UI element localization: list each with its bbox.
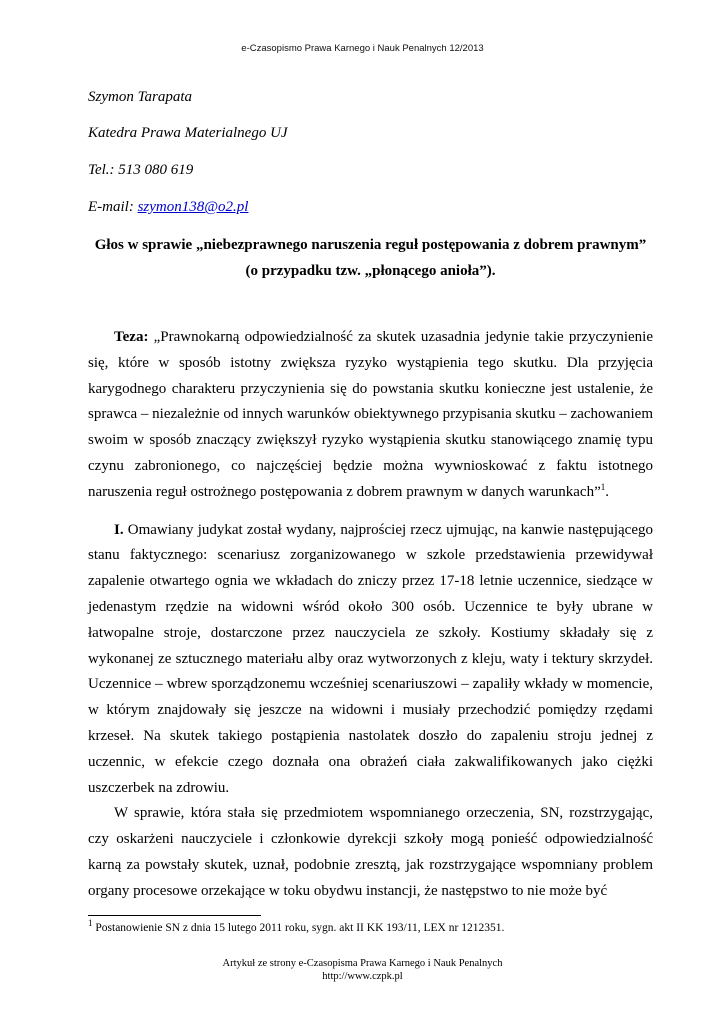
- footnote-number: 1: [88, 918, 93, 929]
- footnote-text: Postanowienie SN z dnia 15 lutego 2011 roku, sygn. akt II KK 193/11, LEX nr 1212351.: [92, 922, 505, 934]
- footer-line-1: Artykuł ze strony e-Czasopisma Prawa Karnego i Nauk Penalnych: [222, 958, 503, 969]
- footnote-ref[interactable]: 1: [600, 481, 606, 492]
- email-label: E-mail:: [88, 199, 138, 215]
- thesis-text: „Prawnokarną odpowiedzialność za skutek uzasadnia jedynie takie przyczynienie się, które w sposób istotny zwiększa ryzyko wystąpienia tego skutku. Dla przyjęcia karygodnego charakteru przyczynienia się do powstania skutku konieczne jest ustalenie, że sprawca – niezależnie od innych warunków obiektywnego przypisania skutku – zachowaniem swoim w sposób znaczący zwiększył ryzyko wystąpienia skutku stanowiącego znamię typu czynu zabronionego, co najczęściej będzie można wywnioskować z faktu istotnego naruszenia reguł ostrożnego postępowania z dobrem prawnym w danych warunkach”: [88, 329, 653, 500]
- email-link[interactable]: szymon138@o2.pl: [137, 199, 249, 215]
- section-1-paragraph: [88, 518, 653, 802]
- section-1-text: Omawiany judykat został wydany, najprościej rzecz ujmując, na kanwie następującego stanu faktycznego: scenariusz zorganizowanego w szkole przedstawienia przewidywał zapalenie otwartego ognia we wkładach do zniczy przez 17-18 letnie uczennice, siedzące w jedenastym rzędzie na widowni wśród około 300 osób. Uczennice te były ubrane w łatwopalne stroje, dostarczone przez nauczyciela ze szkoły. Kostiumy składały się z wykonanej ze sztucznego materiału alby oraz wytworzonych z kleju, waty i tektury skrzydeł. Uczennice – wbrew sporządzonemu wcześniej scenariuszowi – zapaliły wkłady w momencie, w którym znajdowały się jeszcze na widowni i musiały przechodzić pomiędzy rzędami krzeseł. Na skutek takiego postąpienia nastolatek doszło do zapaleniu stroju jednej z uczennic, w efekcie czego doznała ona obrażeń ciała zakwalifikowanych jako ciężki uszczerbek na zdrowiu.: [88, 521, 653, 796]
- footer-url[interactable]: http://www.czpk.pl: [322, 971, 403, 982]
- thesis-end: .: [605, 483, 609, 500]
- footnote-separator: [88, 915, 261, 916]
- author-email-line: [88, 198, 248, 216]
- page-footer: [0, 957, 725, 983]
- article-body: [88, 325, 653, 905]
- author-name: Szymon Tarapata: [88, 89, 193, 105]
- article-title-line-2: (o przypadku tzw. „płonącego anioła”).: [245, 263, 496, 279]
- running-header: e-Czasopismo Prawa Karnego i Nauk Penalnych 12/2013: [241, 43, 484, 54]
- article-title-line-1: Głos w sprawie „niebezprawnego naruszenia reguł postępowania z dobrem prawnym”: [94, 237, 647, 253]
- paragraph-2: W sprawie, która stała się przedmiotem wspomnianego orzeczenia, SN, rozstrzygając, czy oskarżeni nauczyciele i członkowie dyrekcji szkoły mogą ponieść odpowiedzialność karną za powstały skutek, uznał, podobnie zresztą, jak rozstrzygające wspomniany problem organy procesowe orzekające w toku obydwu instancji, że następstwo to nie może być: [88, 805, 653, 899]
- author-phone: Tel.: 513 080 619: [88, 162, 194, 178]
- section-1-label: I.: [114, 521, 124, 538]
- author-affiliation: Katedra Prawa Materialnego UJ: [88, 125, 288, 141]
- footnote: [88, 918, 653, 935]
- thesis-label: Teza:: [114, 329, 149, 345]
- thesis-paragraph: [88, 325, 653, 506]
